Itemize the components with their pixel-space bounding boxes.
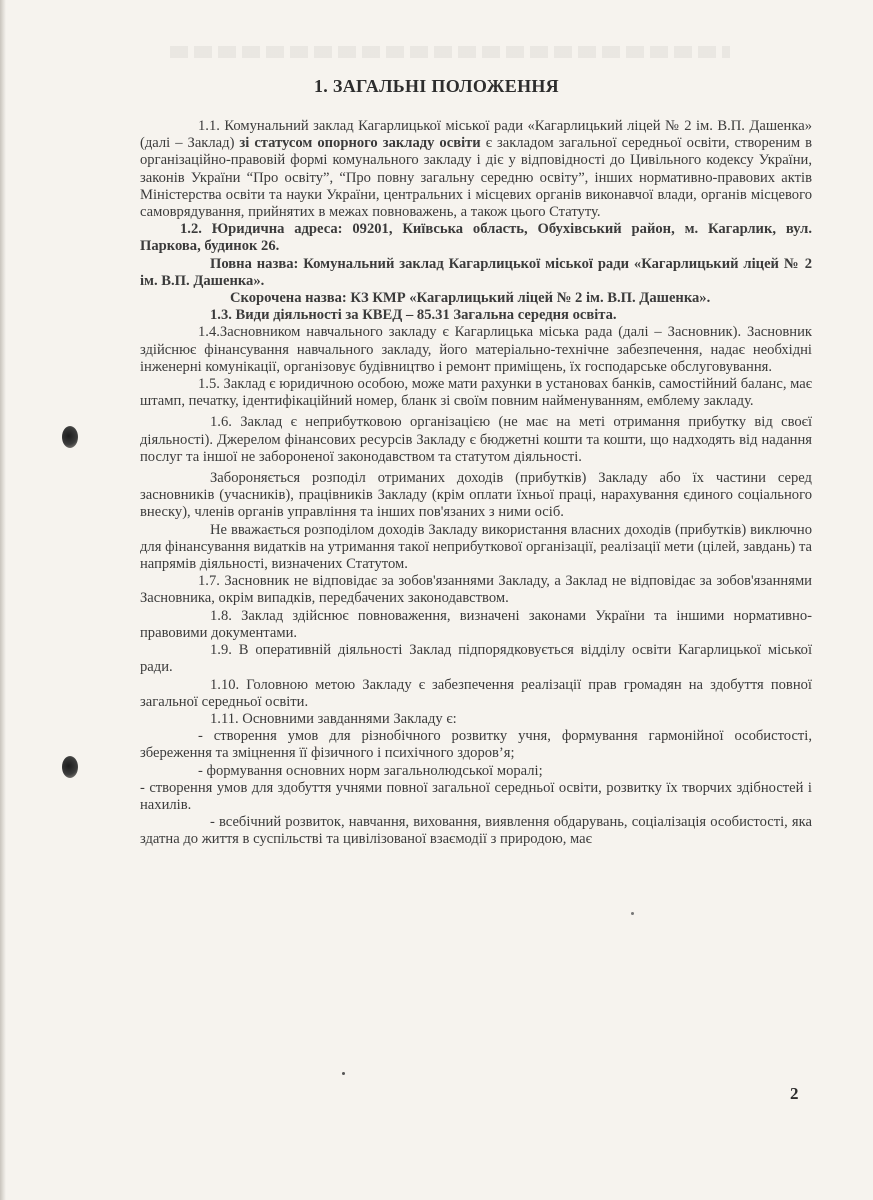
paragraph-1-1 (140, 118, 812, 221)
paragraph-1-1-bold: зі статусом опорного закладу освіти (239, 135, 481, 152)
paragraph-prohibition: Забороняється розподіл отриманих доходів (прибутків) Закладу або їх частини серед засновників (учасників), працівників Закладу (крім оплати їхньої праці, нарахування єдиного соціального внеску), членів органів управління та інших пов'язаних з ними осіб. (140, 470, 812, 521)
scan-speck (631, 912, 634, 915)
page-number: 2 (790, 1084, 799, 1103)
punch-hole-lower (62, 756, 78, 778)
list-item-all-round-development: - всебічний розвиток, навчання, виховання, виявлення обдарувань, соціалізація особистості, яка здатна до життя в суспільстві та цивілізованої взаємодії з природою, має (140, 814, 812, 848)
paragraph-1-2: 1.2. Юридична адреса: 09201, Київська область, Обухівський район, м. Кагарлик, вул. Паркова, будинок 26. (140, 221, 812, 255)
document-body (140, 118, 812, 849)
paragraph-not-distribution: Не вважається розподілом доходів Закладу використання власних доходів (прибутків) виключно для фінансування видатків на утримання такої неприбуткової організації, реалізації мети (цілей, завдань) та напрямів діяльності, визначених Статутом. (140, 521, 812, 573)
list-item-education-conditions: - створення умов для здобуття учнями повної загальної середньої освіти, розвитку їх творчих здібностей і нахилів. (140, 779, 812, 813)
paragraph-1-1-text: 1.1. Комунальний заклад Кагарлицької міської ради «Кагарлицький ліцей № 2 ім. В.П. Дашенка» (далі – Заклад) (140, 118, 812, 152)
list-item-morals: - формування основних норм загальнолюдської моралі; (198, 762, 543, 779)
list-item-development: - створення умов для різнобічного розвитку учня, формування гармонійної особистості, збереження та зміцнення її фізичного і психічного здоров’я; (140, 728, 812, 762)
paragraph-1-7: 1.7. Засновник не відповідає за зобов'язаннями Закладу, а Заклад не відповідає за зобов'язаннями Засновника, окрім випадків, передбачених законодавством. (140, 573, 812, 607)
scan-edge-shadow (0, 0, 6, 1200)
section-heading: 1. ЗАГАЛЬНІ ПОЛОЖЕННЯ (314, 76, 559, 96)
punch-hole-upper (62, 426, 78, 448)
paragraph-1-10: 1.10. Головною метою Закладу є забезпечення реалізації прав громадян на здобуття повної загальної середньої освіти. (140, 676, 812, 710)
paragraph-1-1-rest: є закладом загальної середньої освіти, створеним в організаційно-правовій формі комунального закладу і діє у відповідності до Цивільного кодексу України, законів України “Про освіту”, “Про повну загальну середню освіту”, інших нормативно-правових актів Міністерства освіти та науки України, центральних і місцевих органів виконавчої влади, органів місцевого самоврядування, прийнятих в межах повноважень, а також цього Статуту. (140, 135, 812, 221)
paragraph-1-9: 1.9. В оперативній діяльності Заклад підпорядковується відділу освіти Кагарлицької міської ради. (140, 642, 812, 676)
paragraph-1-8: 1.8. Заклад здійснює повноваження, визначені законами України та іншими нормативно-правовими документами. (140, 607, 812, 641)
paragraph-1-11: 1.11. Основними завданнями Закладу є: (210, 710, 457, 727)
paragraph-1-4: 1.4.Засновником навчального закладу є Кагарлицька міська рада (далі – Засновник). Засновник здійснює фінансування навчального закладу, його матеріально-технічне забезпечення, надає необхідні інженерні комунікації, організовує будівництво і ремонт приміщень, їх господарське обслуговування. (140, 324, 812, 375)
paragraph-short-name: Скорочена назва: КЗ КМР «Кагарлицький ліцей № 2 ім. В.П. Дашенка». (230, 290, 711, 307)
paragraph-full-name: Повна назва: Комунальний заклад Кагарлицької міської ради «Кагарлицький ліцей № 2 ім. В.П. Дашенка». (140, 255, 812, 289)
paragraph-1-3: 1.3. Види діяльності за КВЕД – 85.31 Загальна середня освіта. (210, 307, 617, 324)
bleed-through-text (170, 46, 730, 58)
scan-speck (342, 1072, 345, 1075)
paragraph-1-5: 1.5. Заклад є юридичною особою, може мати рахунки в установах банків, самостійний баланс, має штамп, печатку, ідентифікаційний номер, бланк зі своїм повним найменуванням, емблему закладу. (140, 376, 812, 410)
paragraph-1-6: 1.6. Заклад є неприбутковою організацією (не має на меті отримання прибутку від своєї діяльності). Джерелом фінансових ресурсів Закладу є бюджетні кошти та кошти, що надходять від надання послуг та іншої не забороненої законодавством та статутом діяльності. (140, 414, 812, 465)
